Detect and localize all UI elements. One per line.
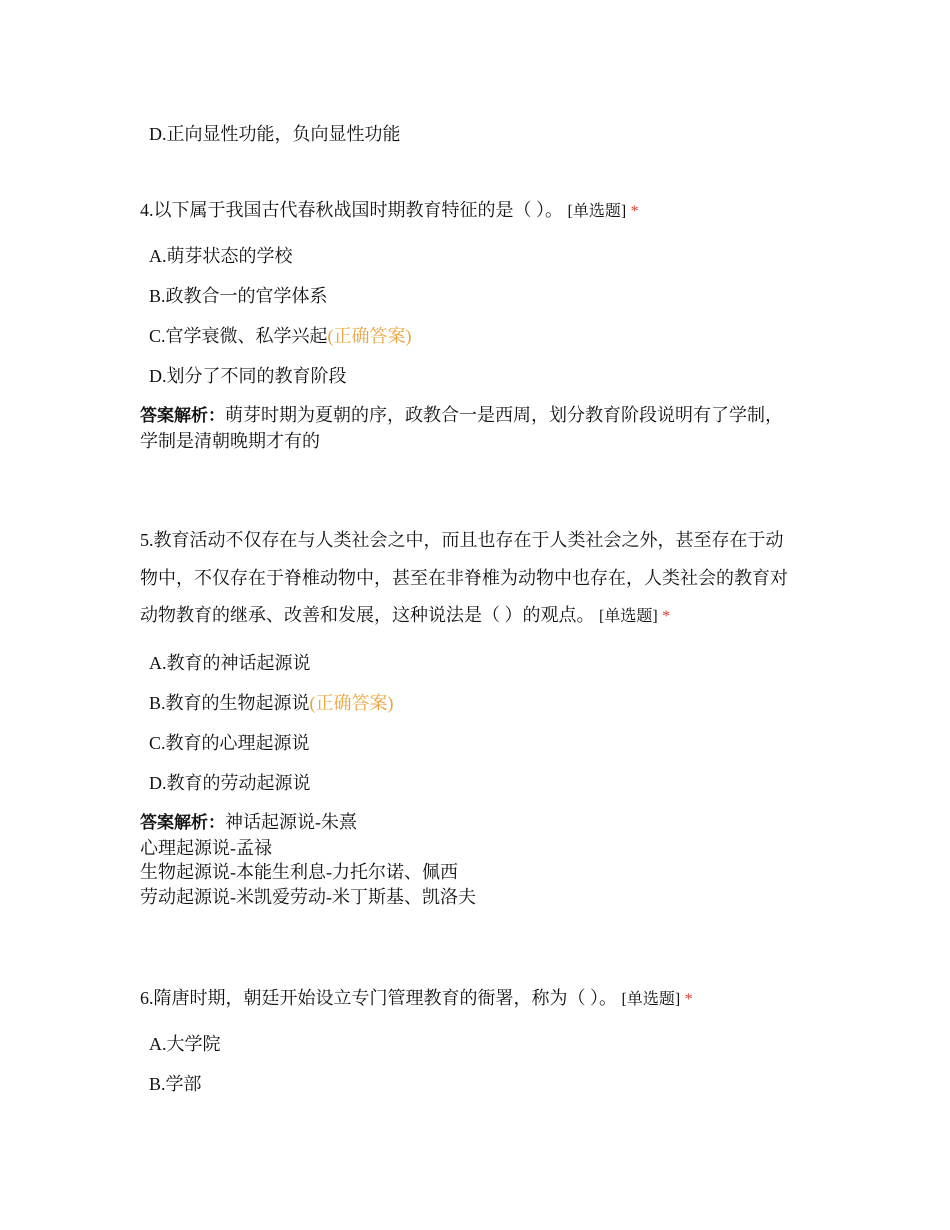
q6-required-mark: * [684,991,693,1008]
q5-question [140,522,830,636]
q4-correct-answer-tag: (正确答案) [327,326,412,346]
q3-option-d: D.正向显性功能，负向显性功能 [149,124,401,144]
q4-option-c-text: C.官学衰微、私学兴起 [149,326,328,346]
q5-required-mark: * [662,608,671,625]
q6-option-b: B.学部 [149,1074,202,1094]
q4-explanation-label: 答案解析： [140,406,225,425]
q5-explanation-line2: 心理起源说-孟禄 [140,837,272,858]
q5-option-b [149,692,394,714]
q5-correct-answer-tag: (正确答案) [309,693,394,713]
q6-question [140,987,693,1011]
q6-question-text: 6.隋唐时期，朝廷开始设立专门管理教育的衙署，称为（ ）。 [140,988,617,1008]
q5-explanation-line4: 劳动起源说-米凯爱劳动-米丁斯基、凯洛夫 [140,886,476,907]
q4-required-mark: * [630,203,639,220]
q5-option-d: D.教育的劳动起源说 [149,773,311,793]
q4-question-type: [单选题] [567,203,627,220]
q4-question [140,199,639,223]
q5-option-c: C.教育的心理起源说 [149,733,310,753]
q5-explanation-line1: 神话起源说-朱熹 [225,812,357,832]
q4-option-a: A.萌芽状态的学校 [149,246,293,266]
q4-option-d: D.划分了不同的教育阶段 [149,366,347,386]
q6-option-a: A.大学院 [149,1034,221,1054]
q4-option-c [149,325,412,347]
q5-question-type: [单选题] [599,608,658,625]
q4-explanation-line2: 学制是清朝晚期才有的 [140,430,320,451]
q4-question-text: 4.以下属于我国古代春秋战国时期教育特征的是（ ）。 [140,200,563,220]
q5-option-a: A.教育的神话起源说 [149,653,311,673]
q4-explanation [140,403,783,453]
q6-question-type: [单选题] [621,991,681,1008]
q4-explanation-line1: 萌芽时期为夏朝的序，政教合一是西周，划分教育阶段说明有了学制， [225,405,783,425]
q5-question-line1: 5.教育活动不仅存在与人类社会之中，而且也存在于人类社会之外，甚至存在于动 [140,530,784,550]
q5-explanation-label: 答案解析： [140,813,225,832]
q4-option-b: B.政教合一的官学体系 [149,286,328,306]
q5-question-line3: 动物教育的继承、改善和发展，这种说法是（ ）的观点。 [140,605,595,625]
q5-explanation-line3: 生物起源说-本能生利息-力托尔诺、佩西 [140,862,458,882]
q5-question-line2: 物中，不仅存在于脊椎动物中，甚至在非脊椎为动物中也存在，人类社会的教育对 [140,567,788,588]
q5-question-line3-wrap [140,597,830,636]
q5-option-b-text: B.教育的生物起源说 [149,693,310,713]
q5-explanation [140,810,476,909]
